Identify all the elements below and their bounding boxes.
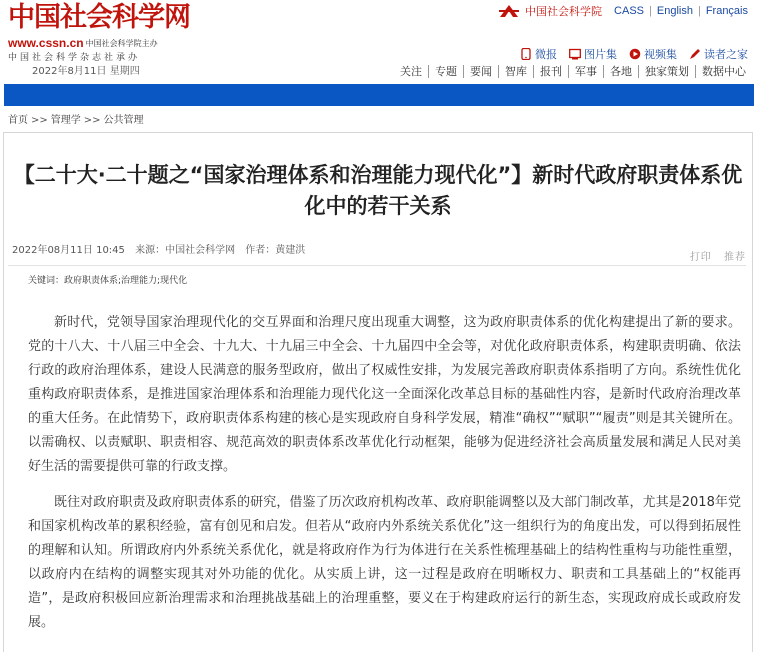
main-nav — [394, 65, 752, 78]
breadcrumb — [8, 114, 144, 128]
nav-item[interactable]: 各地 — [603, 65, 638, 78]
english-link[interactable]: English — [656, 5, 693, 17]
article-keywords: 关键词：政府职责体系;治理能力;现代化 — [28, 276, 188, 286]
article-datetime: 2022年08月11日 10:45 — [12, 245, 125, 256]
media-item-label: 微报 — [535, 48, 557, 61]
media-item-readers[interactable] — [689, 46, 748, 62]
cass-cn-link[interactable]: 中国社会科学院 — [525, 6, 603, 18]
cass-logo-icon — [499, 4, 519, 18]
breadcrumb-management[interactable]: 管理学 — [50, 115, 81, 126]
cass-link[interactable]: CASS — [614, 5, 645, 17]
media-item-label: 图片集 — [584, 48, 617, 61]
article-author: 作者：黄建洪 — [245, 245, 306, 256]
media-links — [508, 46, 748, 62]
site-url — [8, 36, 158, 51]
media-item-label: 视频集 — [644, 48, 677, 61]
top-links — [499, 3, 748, 19]
site-host-text: 中国社会科学院主办 — [85, 39, 158, 48]
site-header — [0, 0, 758, 82]
video-icon — [629, 48, 641, 60]
divider — [8, 265, 746, 266]
nav-item[interactable]: 关注 — [400, 65, 422, 78]
nav-item[interactable]: 独家策划 — [638, 65, 695, 78]
breadcrumb-separator: >> — [31, 115, 48, 126]
article-paragraph: 既往对政府职责及政府职责体系的研究，借鉴了历次政府机构改革、政府职能调整以及大部门制改革，尤其是2018年党和国家机构改革的累积经验，富有创见和启发。但若从“政府内外系统关系优化”这一组织行为的角度出发，可以得到拓展性的理解和认知。所谓政府内外系统关系优化，就是将政府作为行为体进行在关系性梳理基础上的结构性重构与功能性重塑，以政府内在结构的调整实现其对外功能的优化。从实质上讲，这一过程是政府在明晰权力、职责和工具基础上的“权能再造”，是政府积极回应新治理需求和治理挑战基础上的治理重整，要义在于构建政府运行的新生态，实现政府成长或政府发展。 — [28, 495, 741, 630]
nav-banner-bar — [4, 84, 754, 106]
site-logo[interactable]: 中国社会科学网 — [8, 2, 190, 33]
divider: | — [649, 5, 652, 17]
media-item-video[interactable] — [629, 46, 677, 62]
breadcrumb-home[interactable]: 首页 — [8, 115, 28, 126]
site-url-text: www.cssn.cn — [8, 36, 84, 50]
media-item-label: 读者之家 — [704, 48, 748, 61]
nav-item[interactable]: 报刊 — [533, 65, 568, 78]
article-paragraph: 新时代，党领导国家治理现代化的交互界面和治理尺度出现重大调整，这为政府职责体系的优化构建提出了新的要求。党的十八大、十八届三中全会、十九大、十九届三中全会、十九届四中全会等，对优化政府职责体系，构建职责明确、依法行政的政府治理体系，建设人民满意的服务型政府，做出了权威性安排，为发展完善政府职责体系指明了方向。系统性优化重构政府职责体系，是推进国家治理体系和治理能力现代化这一全面深化改革总目标的基础性内容，是新时代政府治理改革的重大任务。在此情势下，政府职责体系构建的核心是实现政府自身科学发展，精准“确权”“赋职”“履责”则是其关键所在。以需确权、以责赋职、职责相容、规范高效的职责体系改革优化行动框架，能够为促进经济社会高质量发展和满足人民对美好生活的需要提供可靠的行政支撑。 — [28, 315, 741, 474]
reader-icon — [689, 48, 701, 60]
nav-item[interactable]: 数据中心 — [695, 65, 752, 78]
print-button[interactable]: 打印 — [689, 252, 712, 263]
current-date: 2022年8月11日 星期四 — [32, 66, 140, 77]
article-meta — [12, 244, 312, 258]
article-tools — [682, 248, 746, 263]
nav-item[interactable]: 要闻 — [463, 65, 498, 78]
picture-icon — [569, 48, 581, 60]
nav-item[interactable]: 专题 — [428, 65, 463, 78]
breadcrumb-separator: >> — [83, 115, 101, 126]
site-subtitle: 中国社会科学杂志社承办 — [8, 53, 141, 63]
nav-item[interactable]: 智库 — [498, 65, 533, 78]
media-item-weibao[interactable] — [520, 46, 557, 62]
article-body — [28, 311, 741, 647]
francais-link[interactable]: Français — [705, 5, 748, 17]
nav-item[interactable]: 军事 — [568, 65, 603, 78]
divider: | — [697, 5, 701, 17]
media-item-pictures[interactable] — [569, 46, 617, 62]
weibao-icon — [520, 48, 532, 60]
article-source: 来源：中国社会科学网 — [135, 245, 236, 256]
breadcrumb-public-admin[interactable]: 公共管理 — [103, 115, 144, 126]
article-title: 【二十大·二十题之“国家治理体系和治理能力现代化”】新时代政府职责体系优化中的若干关系 — [13, 163, 743, 218]
recommend-button[interactable]: 推荐 — [724, 252, 746, 263]
